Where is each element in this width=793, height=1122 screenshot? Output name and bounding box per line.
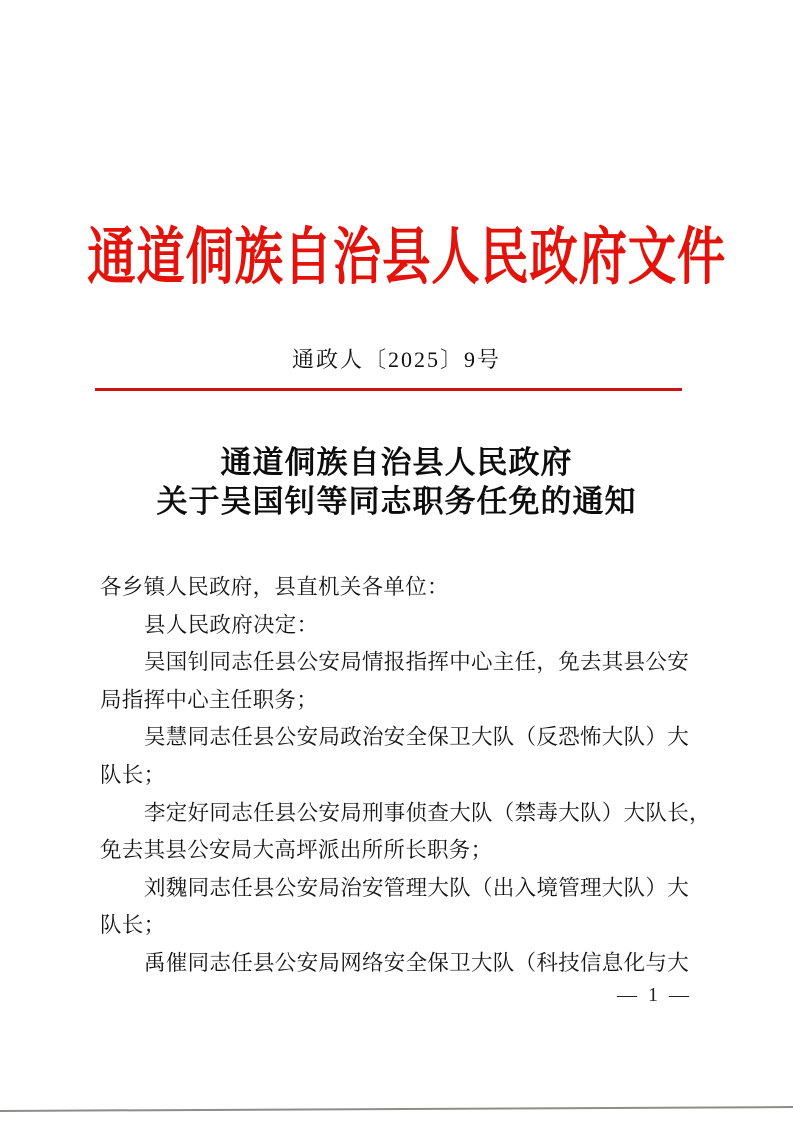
document-body xyxy=(100,569,711,983)
body-line: 刘魏同志任县公安局治安管理大队（出入境管理大队）大 xyxy=(144,875,690,900)
body-line: 吴国钊同志任县公安局情报指挥中心主任，免去其县公安 xyxy=(144,650,690,675)
body-line-salutation: 各乡镇人民政府，县直机关各单位： xyxy=(100,575,449,599)
red-separator-line xyxy=(95,388,682,391)
document-title-line-2: 关于吴国钊等同志职务任免的通知 xyxy=(156,484,637,519)
red-letterhead-title: 通道侗族自治县人民政府文件 xyxy=(87,224,727,292)
body-line: 免去其县公安局大高坪派出所所长职务； xyxy=(100,838,493,863)
body-line: 县人民政府决定： xyxy=(144,612,319,637)
body-line: 局指挥中心主任职务； xyxy=(100,687,319,712)
page-number: — 1 — xyxy=(617,984,692,1006)
document-number: 通政人〔2025〕9号 xyxy=(291,347,501,372)
body-line: 禹催同志任县公安局网络安全保卫大队（科技信息化与大 xyxy=(144,950,690,975)
body-line: 队长； xyxy=(100,913,166,938)
body-line: 李定好同志任县公安局刑事侦查大队（禁毒大队）大队长， xyxy=(144,800,711,825)
body-line: 吴慧同志任县公安局政治安全保卫大队（反恐怖大队）大 xyxy=(144,725,690,750)
body-line: 队长； xyxy=(100,762,166,787)
document-title xyxy=(0,443,793,521)
scan-edge-artifact xyxy=(0,1106,793,1112)
document-title-line-1: 通道侗族自治县人民政府 xyxy=(220,445,573,480)
